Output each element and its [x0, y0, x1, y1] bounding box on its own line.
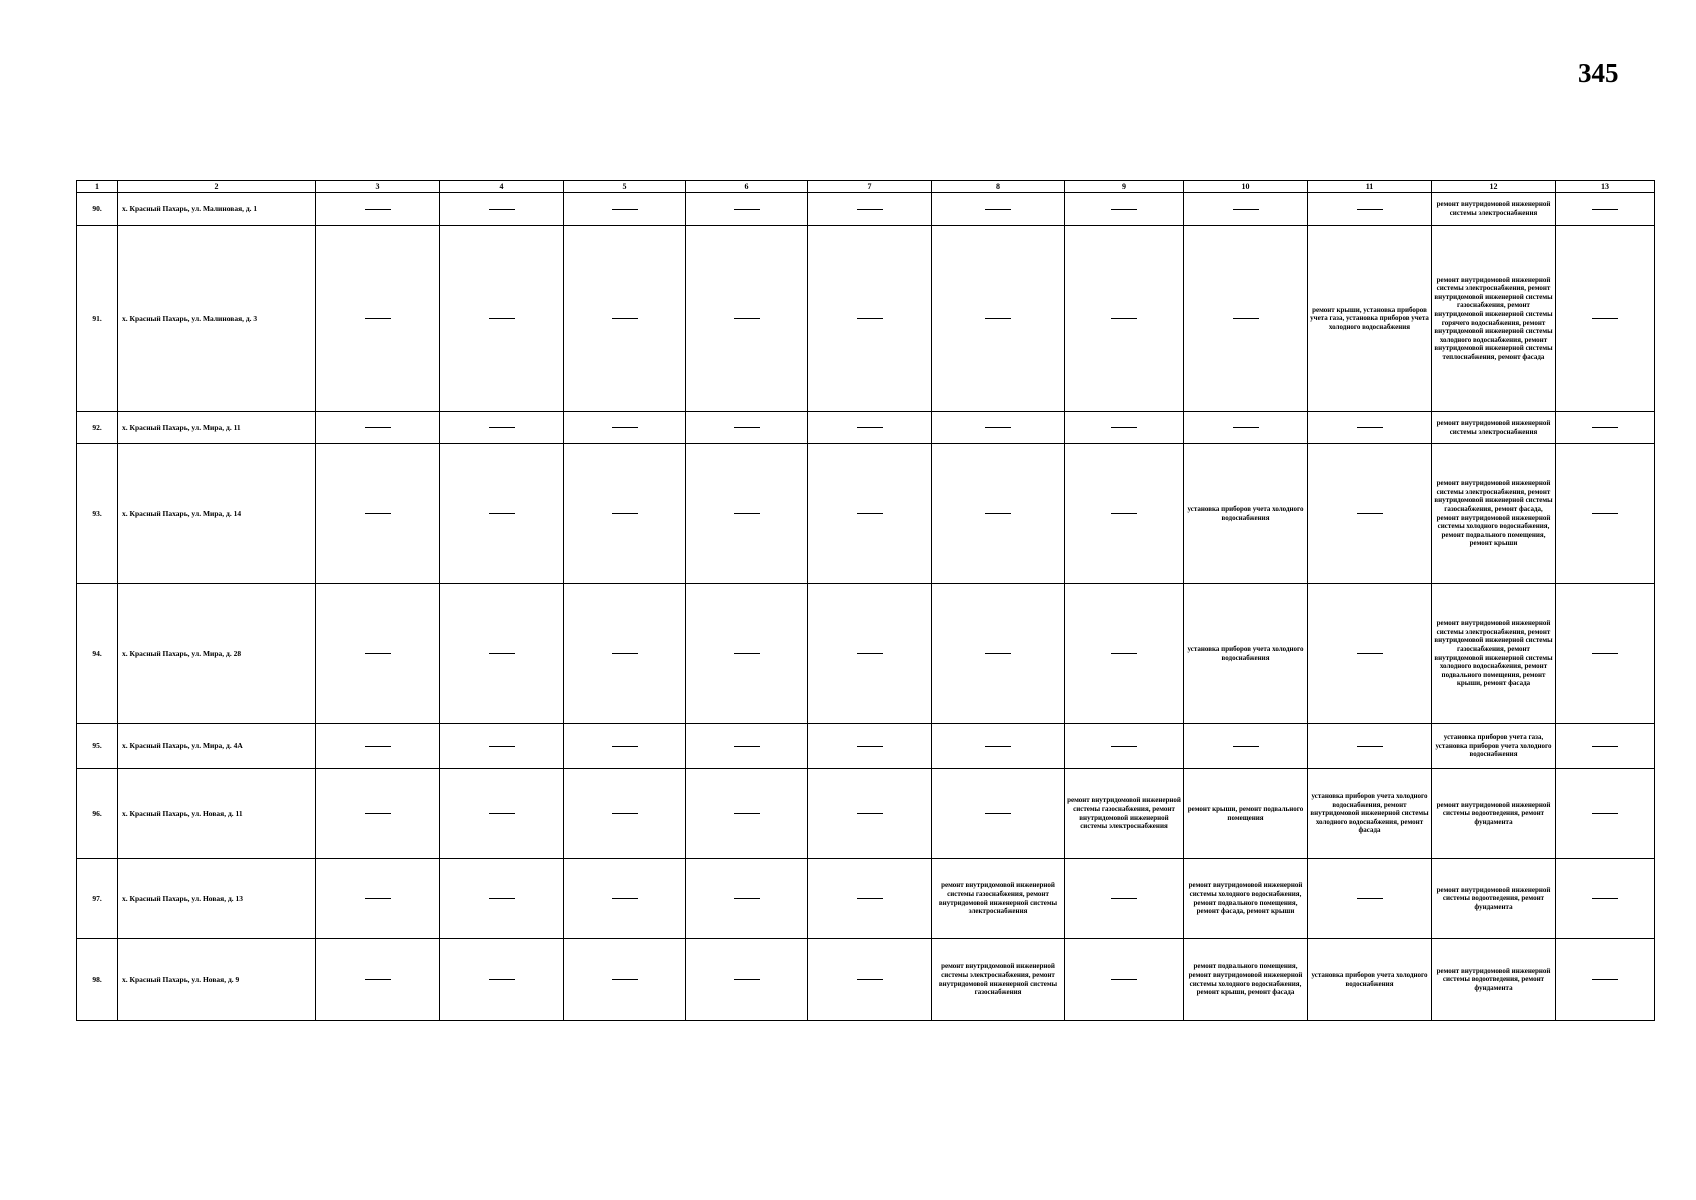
cell-col-5	[564, 859, 686, 939]
table-row	[77, 444, 1655, 584]
cell-col-13	[1556, 724, 1655, 769]
column-numbers-row	[77, 181, 1655, 193]
cell-col-5	[564, 769, 686, 859]
dash-mark	[1357, 513, 1383, 514]
cell-col-12: установка приборов учета газа, установка приборов учета холодного водоснабжения	[1432, 724, 1556, 769]
dash-mark	[857, 209, 883, 210]
cell-col-8	[932, 226, 1065, 412]
cell-col-5	[564, 584, 686, 724]
cell-col-5	[564, 226, 686, 412]
table-row	[77, 769, 1655, 859]
dash-mark	[1592, 898, 1618, 899]
cell-col-8	[932, 584, 1065, 724]
row-number: 98.	[77, 939, 118, 1021]
column-number: 4	[440, 181, 564, 193]
dash-mark	[734, 653, 760, 654]
dash-mark	[1592, 513, 1618, 514]
dash-mark	[1111, 427, 1137, 428]
cell-col-12: ремонт внутридомовой инженерной системы электроснабжения, ремонт внутридомовой инженерной системы газоснабжения, ремонт внутридомовой инженерной системы горячего водоснабжения, ремонт внутридомовой инженерной системы холодного водоснабжения, ремонт внутридомовой инженерной системы теплоснабжения, ремонт фасада	[1432, 226, 1556, 412]
dash-mark	[1233, 746, 1259, 747]
cell-col-5	[564, 939, 686, 1021]
cell-col-9	[1065, 193, 1184, 226]
cell-col-10: ремонт крыши, ремонт подвального помещения	[1184, 769, 1308, 859]
cell-col-4	[440, 444, 564, 584]
cell-col-9	[1065, 226, 1184, 412]
cell-col-3	[316, 724, 440, 769]
cell-col-7	[808, 769, 932, 859]
cell-col-5	[564, 412, 686, 444]
cell-col-5	[564, 724, 686, 769]
table-body	[77, 193, 1655, 1021]
dash-mark	[612, 209, 638, 210]
column-number: 8	[932, 181, 1065, 193]
cell-col-7	[808, 859, 932, 939]
row-number: 90.	[77, 193, 118, 226]
address-cell: х. Красный Пахарь, ул. Мира, д. 11	[118, 412, 316, 444]
dash-mark	[1592, 653, 1618, 654]
address-cell: х. Красный Пахарь, ул. Новая, д. 13	[118, 859, 316, 939]
dash-mark	[1111, 318, 1137, 319]
cell-col-10: ремонт внутридомовой инженерной системы холодного водоснабжения, ремонт подвального помещения, ремонт фасада, ремонт крыши	[1184, 859, 1308, 939]
row-number: 91.	[77, 226, 118, 412]
dash-mark	[365, 813, 391, 814]
cell-col-8	[932, 724, 1065, 769]
dash-mark	[1357, 653, 1383, 654]
cell-col-6	[686, 584, 808, 724]
table-row	[77, 939, 1655, 1021]
cell-col-7	[808, 444, 932, 584]
address-cell: х. Красный Пахарь, ул. Мира, д. 14	[118, 444, 316, 584]
dash-mark	[985, 513, 1011, 514]
cell-col-11: установка приборов учета холодного водоснабжения, ремонт внутридомовой инженерной системы холодного водоснабжения, ремонт фасада	[1308, 769, 1432, 859]
cell-col-10	[1184, 724, 1308, 769]
dash-mark	[365, 209, 391, 210]
dash-mark	[365, 427, 391, 428]
address-cell: х. Красный Пахарь, ул. Малиновая, д. 3	[118, 226, 316, 412]
cell-col-3	[316, 412, 440, 444]
dash-mark	[985, 209, 1011, 210]
cell-col-4	[440, 769, 564, 859]
cell-col-7	[808, 584, 932, 724]
dash-mark	[857, 979, 883, 980]
row-number: 94.	[77, 584, 118, 724]
cell-col-6	[686, 444, 808, 584]
cell-col-9	[1065, 724, 1184, 769]
cell-col-3	[316, 584, 440, 724]
cell-col-12: ремонт внутридомовой инженерной системы водоотведения, ремонт фундамента	[1432, 939, 1556, 1021]
dash-mark	[1233, 427, 1259, 428]
cell-col-3	[316, 226, 440, 412]
dash-mark	[985, 427, 1011, 428]
dash-mark	[857, 813, 883, 814]
dash-mark	[1357, 427, 1383, 428]
cell-col-8	[932, 444, 1065, 584]
cell-col-6	[686, 939, 808, 1021]
dash-mark	[612, 746, 638, 747]
dash-mark	[857, 318, 883, 319]
dash-mark	[612, 813, 638, 814]
dash-mark	[489, 318, 515, 319]
cell-col-8	[932, 769, 1065, 859]
address-cell: х. Красный Пахарь, ул. Мира, д. 28	[118, 584, 316, 724]
dash-mark	[1592, 979, 1618, 980]
cell-col-9: ремонт внутридомовой инженерной системы газоснабжения, ремонт внутридомовой инженерной системы электроснабжения	[1065, 769, 1184, 859]
dash-mark	[365, 318, 391, 319]
dash-mark	[734, 979, 760, 980]
dash-mark	[612, 653, 638, 654]
cell-col-13	[1556, 939, 1655, 1021]
dash-mark	[1357, 209, 1383, 210]
dash-mark	[1592, 318, 1618, 319]
dash-mark	[1111, 653, 1137, 654]
cell-col-10: установка приборов учета холодного водоснабжения	[1184, 444, 1308, 584]
row-number: 97.	[77, 859, 118, 939]
dash-mark	[734, 318, 760, 319]
dash-mark	[489, 979, 515, 980]
row-number: 93.	[77, 444, 118, 584]
cell-col-10: установка приборов учета холодного водоснабжения	[1184, 584, 1308, 724]
cell-col-11: установка приборов учета холодного водоснабжения	[1308, 939, 1432, 1021]
dash-mark	[1111, 979, 1137, 980]
cell-col-7	[808, 939, 932, 1021]
cell-col-6	[686, 226, 808, 412]
cell-col-9	[1065, 412, 1184, 444]
column-number: 11	[1308, 181, 1432, 193]
dash-mark	[612, 898, 638, 899]
address-cell: х. Красный Пахарь, ул. Малиновая, д. 1	[118, 193, 316, 226]
cell-col-7	[808, 193, 932, 226]
column-number: 2	[118, 181, 316, 193]
cell-col-13	[1556, 859, 1655, 939]
dash-mark	[1111, 513, 1137, 514]
dash-mark	[857, 653, 883, 654]
cell-col-6	[686, 412, 808, 444]
dash-mark	[1592, 427, 1618, 428]
cell-col-11	[1308, 412, 1432, 444]
cell-col-11	[1308, 584, 1432, 724]
cell-col-6	[686, 769, 808, 859]
dash-mark	[1592, 746, 1618, 747]
page-number: 345	[1578, 58, 1619, 88]
dash-mark	[1233, 318, 1259, 319]
column-number: 3	[316, 181, 440, 193]
dash-mark	[365, 979, 391, 980]
column-number: 7	[808, 181, 932, 193]
cell-col-10	[1184, 193, 1308, 226]
dash-mark	[985, 813, 1011, 814]
cell-col-6	[686, 859, 808, 939]
dash-mark	[489, 427, 515, 428]
table-row	[77, 226, 1655, 412]
dash-mark	[857, 427, 883, 428]
cell-col-12: ремонт внутридомовой инженерной системы электроснабжения	[1432, 193, 1556, 226]
dash-mark	[489, 653, 515, 654]
dash-mark	[612, 979, 638, 980]
cell-col-4	[440, 724, 564, 769]
cell-col-12: ремонт внутридомовой инженерной системы водоотведения, ремонт фундамента	[1432, 859, 1556, 939]
dash-mark	[1592, 209, 1618, 210]
cell-col-8: ремонт внутридомовой инженерной системы электроснабжения, ремонт внутридомовой инженерной системы газоснабжения	[932, 939, 1065, 1021]
dash-mark	[857, 898, 883, 899]
table-row	[77, 724, 1655, 769]
cell-col-3	[316, 939, 440, 1021]
cell-col-12: ремонт внутридомовой инженерной системы электроснабжения	[1432, 412, 1556, 444]
cell-col-3	[316, 769, 440, 859]
dash-mark	[1111, 746, 1137, 747]
cell-col-5	[564, 444, 686, 584]
cell-col-8	[932, 412, 1065, 444]
cell-col-11	[1308, 193, 1432, 226]
dash-mark	[1111, 209, 1137, 210]
dash-mark	[612, 513, 638, 514]
dash-mark	[734, 813, 760, 814]
cell-col-10: ремонт подвального помещения, ремонт внутридомовой инженерной системы холодного водоснабжения, ремонт крыши, ремонт фасада	[1184, 939, 1308, 1021]
cell-col-3	[316, 444, 440, 584]
cell-col-8	[932, 193, 1065, 226]
cell-col-11: ремонт крыши, установка приборов учета газа, установка приборов учета холодного водоснабжения	[1308, 226, 1432, 412]
column-number: 10	[1184, 181, 1308, 193]
dash-mark	[612, 427, 638, 428]
table-row	[77, 859, 1655, 939]
cell-col-13	[1556, 769, 1655, 859]
cell-col-6	[686, 724, 808, 769]
row-number: 96.	[77, 769, 118, 859]
cell-col-3	[316, 859, 440, 939]
cell-col-9	[1065, 444, 1184, 584]
row-number: 92.	[77, 412, 118, 444]
column-number: 1	[77, 181, 118, 193]
cell-col-4	[440, 193, 564, 226]
table-row	[77, 412, 1655, 444]
column-number: 6	[686, 181, 808, 193]
cell-col-7	[808, 226, 932, 412]
dash-mark	[489, 813, 515, 814]
dash-mark	[365, 653, 391, 654]
dash-mark	[985, 746, 1011, 747]
table-header	[77, 181, 1655, 193]
column-number: 9	[1065, 181, 1184, 193]
dash-mark	[1357, 898, 1383, 899]
cell-col-13	[1556, 193, 1655, 226]
column-number: 12	[1432, 181, 1556, 193]
cell-col-11	[1308, 724, 1432, 769]
cell-col-9	[1065, 939, 1184, 1021]
dash-mark	[612, 318, 638, 319]
cell-col-13	[1556, 412, 1655, 444]
cell-col-4	[440, 226, 564, 412]
dash-mark	[985, 318, 1011, 319]
dash-mark	[734, 746, 760, 747]
cell-col-13	[1556, 584, 1655, 724]
dash-mark	[734, 898, 760, 899]
cell-col-4	[440, 859, 564, 939]
dash-mark	[734, 513, 760, 514]
dash-mark	[985, 653, 1011, 654]
dash-mark	[857, 513, 883, 514]
cell-col-13	[1556, 226, 1655, 412]
dash-mark	[1233, 209, 1259, 210]
cell-col-3	[316, 193, 440, 226]
cell-col-7	[808, 412, 932, 444]
dash-mark	[489, 209, 515, 210]
address-cell: х. Красный Пахарь, ул. Мира, д. 4А	[118, 724, 316, 769]
column-number: 5	[564, 181, 686, 193]
dash-mark	[489, 746, 515, 747]
dash-mark	[1357, 746, 1383, 747]
cell-col-9	[1065, 859, 1184, 939]
cell-col-4	[440, 939, 564, 1021]
cell-col-8: ремонт внутридомовой инженерной системы газоснабжения, ремонт внутридомовой инженерной системы электроснабжения	[932, 859, 1065, 939]
dash-mark	[365, 746, 391, 747]
column-number: 13	[1556, 181, 1655, 193]
dash-mark	[489, 513, 515, 514]
cell-col-9	[1065, 584, 1184, 724]
cell-col-13	[1556, 444, 1655, 584]
cell-col-12: ремонт внутридомовой инженерной системы электроснабжения, ремонт внутридомовой инженерной системы газоснабжения, ремонт фасада, ремонт внутридомовой инженерной системы холодного водоснабжения, ремонт подвального помещения, ремонт крыши	[1432, 444, 1556, 584]
dash-mark	[857, 746, 883, 747]
cell-col-10	[1184, 226, 1308, 412]
table-row	[77, 193, 1655, 226]
cell-col-4	[440, 412, 564, 444]
cell-col-4	[440, 584, 564, 724]
cell-col-6	[686, 193, 808, 226]
dash-mark	[1592, 813, 1618, 814]
address-cell: х. Красный Пахарь, ул. Новая, д. 9	[118, 939, 316, 1021]
cell-col-10	[1184, 412, 1308, 444]
dash-mark	[489, 898, 515, 899]
dash-mark	[365, 513, 391, 514]
address-cell: х. Красный Пахарь, ул. Новая, д. 11	[118, 769, 316, 859]
dash-mark	[734, 209, 760, 210]
cell-col-11	[1308, 444, 1432, 584]
cell-col-12: ремонт внутридомовой инженерной системы электроснабжения, ремонт внутридомовой инженерной системы газоснабжения, ремонт внутридомовой инженерной системы холодного водоснабжения, ремонт подвального помещения, ремонт крыши, ремонт фасада	[1432, 584, 1556, 724]
cell-col-7	[808, 724, 932, 769]
cell-col-11	[1308, 859, 1432, 939]
dash-mark	[734, 427, 760, 428]
dash-mark	[365, 898, 391, 899]
cell-col-5	[564, 193, 686, 226]
cell-col-12: ремонт внутридомовой инженерной системы водоотведения, ремонт фундамента	[1432, 769, 1556, 859]
row-number: 95.	[77, 724, 118, 769]
table-row	[77, 584, 1655, 724]
repair-register-table	[76, 180, 1655, 1021]
dash-mark	[1111, 898, 1137, 899]
